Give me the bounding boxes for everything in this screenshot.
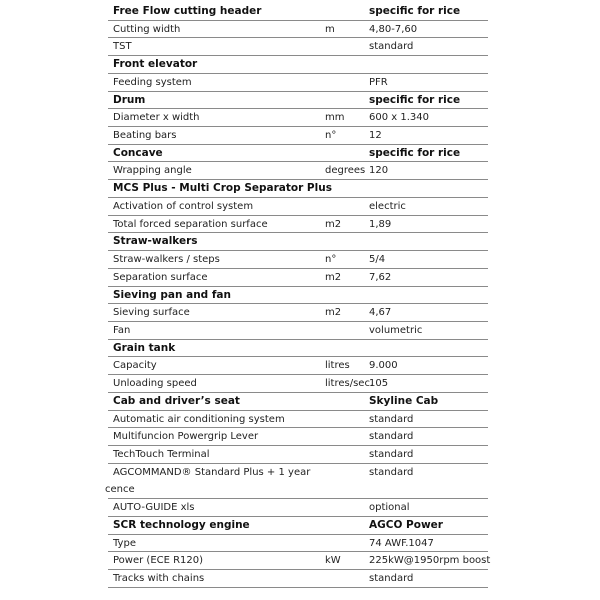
spec-unit: n° xyxy=(325,130,337,142)
spec-row xyxy=(108,198,488,216)
section-header-row xyxy=(108,233,488,251)
spec-label: Beating bars xyxy=(113,130,177,142)
spec-label: Multifuncion Powergrip Lever xyxy=(113,431,259,443)
spec-value: volumetric xyxy=(369,324,423,336)
spec-row xyxy=(108,162,488,180)
spec-label: Tracks with chains xyxy=(113,573,205,585)
spec-value: 4,80-7,60 xyxy=(369,23,418,35)
spec-row xyxy=(108,38,488,56)
spec-value: specific for rice xyxy=(369,93,461,106)
spec-value: standard xyxy=(369,466,414,478)
spec-label: Diameter x width xyxy=(113,112,200,124)
spec-label: Activation of control system xyxy=(113,200,254,212)
section-title: MCS Plus - Multi Crop Separator Plus xyxy=(113,182,332,195)
spec-row xyxy=(108,251,488,269)
spec-value: standard xyxy=(369,413,414,425)
spec-value: 105 xyxy=(369,378,389,390)
spec-label: Fan xyxy=(113,324,131,336)
spec-value: 600 x 1.340 xyxy=(369,112,429,124)
spec-label: Unloading speed xyxy=(113,378,197,390)
spec-value: standard xyxy=(369,448,414,460)
spec-value: 9.000 xyxy=(369,360,398,372)
section-header-row xyxy=(108,3,488,21)
section-header-row xyxy=(108,517,488,535)
section-title: Front elevator xyxy=(113,58,198,71)
spec-row xyxy=(108,322,488,340)
spec-unit: mm xyxy=(325,112,345,124)
spec-row xyxy=(108,21,488,39)
spec-row xyxy=(108,411,488,429)
spec-value: standard xyxy=(369,41,414,53)
section-header-row xyxy=(108,92,488,110)
spec-row xyxy=(108,74,488,92)
spec-label: Automatic air conditioning system xyxy=(113,413,285,425)
spec-row xyxy=(108,570,488,588)
spec-value: 12 xyxy=(369,130,382,142)
spec-label: Feeding system xyxy=(113,76,192,88)
spec-label: Cutting width xyxy=(113,23,181,35)
spec-unit: litres/sec. xyxy=(325,378,374,390)
spec-value: optional xyxy=(369,502,410,514)
spec-label: AGCOMMAND® Standard Plus + 1 year xyxy=(113,466,311,478)
section-title: Concave xyxy=(113,146,163,159)
spec-value: 120 xyxy=(369,165,389,177)
spec-value: 225kW@1950rpm boost xyxy=(369,555,491,567)
spec-row xyxy=(108,357,488,375)
spec-value: Skyline Cab xyxy=(369,394,439,407)
section-header-row xyxy=(108,180,488,198)
spec-row xyxy=(108,216,488,234)
spec-label: TST xyxy=(113,41,132,53)
spec-label-continued: cence xyxy=(105,483,135,495)
spec-label: Power (ECE R120) xyxy=(113,555,204,567)
section-title: SCR technology engine xyxy=(113,518,250,531)
spec-label: Total forced separation surface xyxy=(113,218,268,230)
spec-value: standard xyxy=(369,431,414,443)
section-header-row xyxy=(108,340,488,358)
spec-unit: m2 xyxy=(325,307,342,319)
spec-value: 1,89 xyxy=(369,218,392,230)
spec-row xyxy=(108,499,488,517)
spec-unit: kW xyxy=(325,555,341,567)
spec-value: AGCO Power xyxy=(369,518,443,531)
spec-table xyxy=(105,3,491,588)
spec-row xyxy=(108,375,488,393)
spec-value: 4,67 xyxy=(369,307,392,319)
spec-row xyxy=(108,304,488,322)
section-header-row xyxy=(108,56,488,74)
spec-label: Type xyxy=(113,537,136,549)
spec-value: standard xyxy=(369,573,414,585)
section-title: Sieving pan and fan xyxy=(113,288,231,301)
spec-label: AUTO-GUIDE xls xyxy=(113,502,195,514)
spec-label: Separation surface xyxy=(113,271,208,283)
spec-unit: m xyxy=(325,23,335,35)
spec-label: TechTouch Terminal xyxy=(113,448,210,460)
spec-label: Wrapping angle xyxy=(113,165,192,177)
section-header-row xyxy=(108,393,488,411)
spec-row xyxy=(108,109,488,127)
spec-unit: m2 xyxy=(325,218,342,230)
section-header-row xyxy=(108,287,488,305)
spec-unit: litres xyxy=(325,360,350,372)
section-title: Straw-walkers xyxy=(113,235,198,248)
spec-row xyxy=(108,552,491,570)
section-header-row xyxy=(108,145,488,163)
spec-row xyxy=(108,446,488,464)
spec-unit: degrees xyxy=(325,165,366,177)
section-title: Free Flow cutting header xyxy=(113,5,262,17)
spec-label: Straw-walkers / steps xyxy=(113,254,220,266)
spec-value: specific for rice xyxy=(369,5,461,17)
section-title: Grain tank xyxy=(113,341,176,354)
spec-row xyxy=(108,428,488,446)
spec-row xyxy=(108,535,488,553)
spec-label: Sieving surface xyxy=(113,307,190,319)
spec-row xyxy=(108,269,488,287)
spec-value: specific for rice xyxy=(369,146,461,159)
section-title: Drum xyxy=(113,93,146,106)
spec-label: Capacity xyxy=(113,360,157,372)
spec-unit: n° xyxy=(325,254,337,266)
spec-value: electric xyxy=(369,200,406,212)
spec-value: PFR xyxy=(369,76,388,88)
spec-row xyxy=(108,127,488,145)
spec-unit: m2 xyxy=(325,271,342,283)
section-title: Cab and driver’s seat xyxy=(113,394,240,407)
spec-value: 5/4 xyxy=(369,254,386,266)
spec-value: 74 AWF.1047 xyxy=(369,537,434,549)
spec-row xyxy=(105,464,488,499)
spec-value: 7,62 xyxy=(369,271,392,283)
